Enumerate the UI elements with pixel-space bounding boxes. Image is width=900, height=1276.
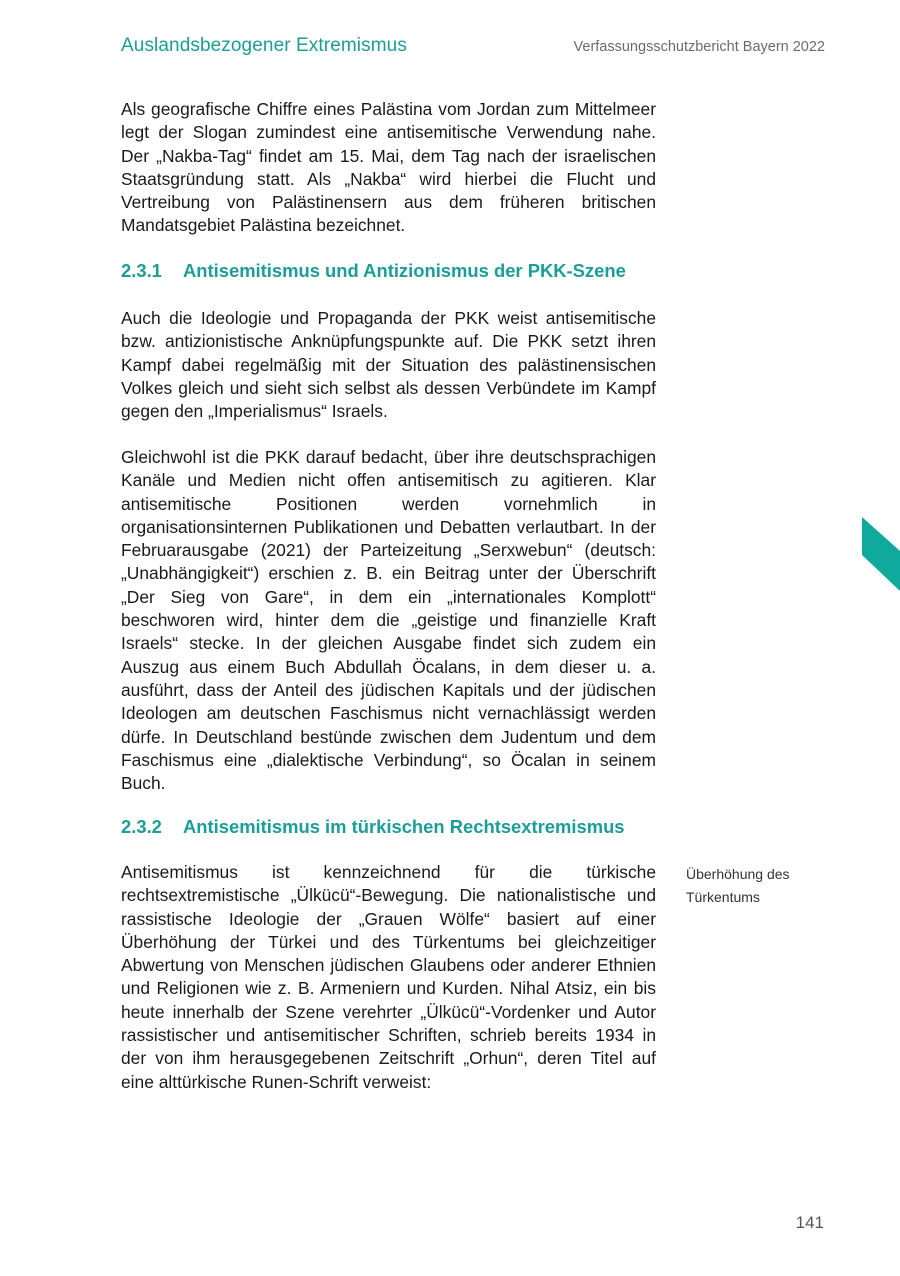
heading-number: 2.3.1 (121, 260, 162, 281)
section-heading-2-3-1 (121, 260, 681, 282)
paragraph-uelkuecue: Antisemitismus ist kennzeichnend für die türkische rechtsextremistische „Ülkücü“-Bewegung. Die nationalistische und rassistische Ideologie der „Grauen Wölfe“ basiert auf einer Überhöhung der Türkei und des Türkentums bei gleichzeitiger Abwertung von Menschen jüdischen Glaubens oder anderer Ethnien und Religionen wie z. B. Armeniern und Kurden. Nihal Atsiz, ein bis heute innerhalb der Szene verehrter „Ülkücü“-Vordenker und Autor rassistischer und antisemitischer Schriften, schrieb bereits 1934 in der von ihm herausgegebenen Zeitschrift „Orhun“, deren Titel auf eine alttürkische Runen-Schrift verweist: (121, 862, 656, 1092)
margin-note-line: Türkentums (686, 888, 760, 905)
margin-note (686, 863, 826, 908)
page-number: 141 (795, 1213, 824, 1232)
running-header-report: Verfassungsschutzbericht Bayern 2022 (573, 39, 825, 55)
section-heading-2-3-2 (121, 816, 681, 838)
heading-number: 2.3.2 (121, 816, 162, 837)
margin-note-line: Überhöhung des (686, 866, 790, 882)
paragraph-pkk-ideology: Auch die Ideologie und Propaganda der PKK weist antisemitische bzw. antizionistische Anknüpfungspunkte auf. Die PKK setzt ihren Kampf dabei regelmäßig mit der Situation des palästinensischen Volkes gleich und sieht sich selbst als dessen Verbündete im Kampf gegen den „Imperialismus“ Israels. (121, 308, 656, 422)
chapter-thumb-tab (862, 517, 900, 591)
paragraph-nakba: Als geografische Chiffre eines Palästina vom Jordan zum Mittelmeer legt der Slogan zumindest eine antisemitische Verwendung nahe. Der „Nakba-Tag“ findet am 15. Mai, dem Tag nach der israelischen Staatsgründung statt. Als „Nakba“ wird hierbei die Flucht und Vertreibung von Palästinensern aus dem früheren britischen Mandatsgebiet Palästina bezeichnet. (121, 99, 656, 236)
heading-title: Antisemitismus und Antizionismus der PKK-Szene (183, 260, 626, 281)
paragraph-pkk-media: Gleichwohl ist die PKK darauf bedacht, über ihre deutschsprachigen Kanäle und Medien nicht offen antisemitisch zu agitieren. Klar antisemitische Positionen werden vornehmlich in organisationsinternen Publikationen und Debatten verlautbart. In der Februarausgabe (2021) der Parteizeitung „Serxwebun“ (deutsch: „Unabhängigkeit“) erschien z. B. ein Beitrag unter der Überschrift „Der Sieg von Gare“, in dem ein „internationales Komplott“ beschworen wird, hinter dem die „geistige und finanzielle Kraft Israels“ stecke. In der gleichen Ausgabe findet sich zudem ein Auszug aus einem Buch Abdullah Öcalans, in dem dieser u. a. ausführt, dass der Anteil des jüdischen Kapitals und der jüdischen Ideologen am deutschen Faschismus nicht vernachlässigt werden dürfe. In Deutschland bestünde zwischen dem Judentum und dem Faschismus eine „dialektische Verbindung“, so Öcalan in seinem Buch. (121, 447, 656, 794)
running-header-section: Auslandsbezogener Extremismus (121, 35, 407, 56)
heading-title: Antisemitismus im türkischen Rechtsextremismus (183, 816, 625, 837)
